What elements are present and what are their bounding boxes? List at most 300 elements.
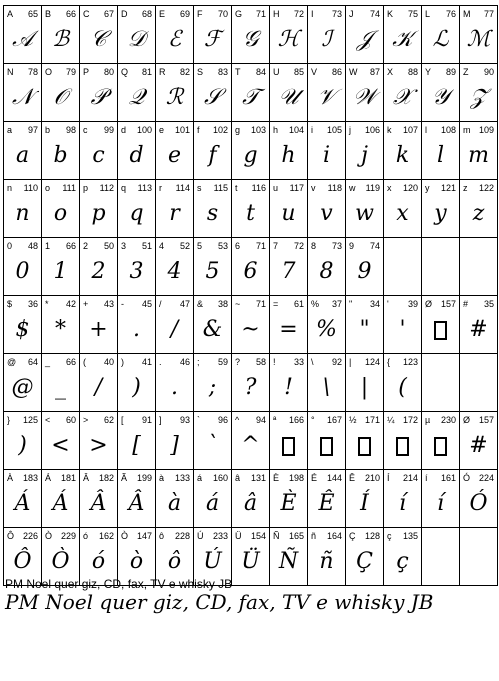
glyph-code-label: 117 [289, 183, 304, 193]
glyph-cell [118, 238, 156, 296]
glyph-cell [42, 180, 80, 238]
glyph-code-label: 111 [62, 183, 76, 193]
glyph-code-label: 60 [65, 415, 76, 425]
glyph-code-label: 101 [174, 125, 190, 135]
glyph-sample: 𝒬 [128, 85, 145, 110]
glyph-character-label: ~ [235, 299, 241, 309]
glyph-code-label: 79 [65, 67, 76, 77]
glyph-code-label: 40 [103, 357, 114, 367]
glyph-cell [80, 122, 118, 180]
glyph-character-label: H [273, 9, 280, 19]
glyph-sample: ℒ [432, 27, 449, 52]
glyph-sample: 9 [357, 259, 372, 284]
glyph-sample: ~ [241, 317, 260, 342]
glyph-cell [308, 122, 346, 180]
glyph-code-label: 214 [402, 473, 418, 483]
glyph-code-label: 103 [250, 125, 266, 135]
glyph-code-label: 58 [255, 357, 266, 367]
glyph-sample: ç [396, 549, 409, 574]
glyph-code-label: 135 [402, 531, 418, 541]
glyph-cell [42, 238, 80, 296]
glyph-sample: Â [128, 491, 145, 516]
glyph-code-label: 161 [440, 473, 456, 483]
glyph-sample: Á [52, 491, 69, 516]
glyph-sample: Ú [203, 549, 222, 574]
glyph-code-label: 109 [478, 125, 494, 135]
glyph-cell [346, 528, 384, 586]
glyph-sample: l [436, 143, 445, 168]
glyph-sample: 𝒲 [352, 85, 377, 110]
glyph-code-label: 80 [103, 67, 114, 77]
glyph-character-label: k [387, 125, 392, 135]
glyph-sample: í [398, 491, 407, 516]
glyph-cell [232, 296, 270, 354]
glyph-sample: 𝒪 [53, 85, 68, 110]
glyph-character-label: m [463, 125, 471, 135]
glyph-sample: ^ [241, 433, 260, 458]
glyph-character-label: 7 [273, 241, 279, 251]
glyph-character-label: À [7, 473, 14, 483]
glyph-code-label: 83 [217, 67, 228, 77]
glyph-character-label: / [159, 299, 162, 309]
glyph-sample: 3 [129, 259, 144, 284]
glyph-sample: d [129, 143, 144, 168]
glyph-sample: c [92, 143, 105, 168]
glyph-code-label: 66 [65, 241, 76, 251]
glyph-character-label: 5 [197, 241, 203, 251]
glyph-character-label: C [83, 9, 90, 19]
glyph-cell [460, 122, 498, 180]
glyph-sample: 𝒥 [356, 27, 373, 52]
glyph-character-label: Ú [197, 531, 204, 541]
glyph-sample: í [436, 491, 445, 516]
glyph-cell [118, 6, 156, 64]
glyph-character-label: N [7, 67, 14, 77]
glyph-cell [422, 528, 460, 586]
glyph-character-label: ) [121, 357, 124, 367]
glyph-sample: 𝒫 [90, 85, 107, 110]
glyph-code-label: 51 [141, 241, 152, 251]
glyph-code-label: 164 [326, 531, 342, 541]
glyph-character-label: [ [121, 415, 124, 425]
glyph-cell [194, 64, 232, 122]
glyph-sample: u [281, 201, 296, 226]
glyph-character-label: i [311, 125, 313, 135]
glyph-cell [384, 296, 422, 354]
glyph-cell [384, 354, 422, 412]
glyph-code-label: 61 [293, 299, 304, 309]
glyph-sample: Â [90, 491, 107, 516]
glyph-code-label: 118 [327, 183, 342, 193]
glyph-cell [4, 470, 42, 528]
glyph-sample: g [243, 143, 258, 168]
glyph-cell [270, 354, 308, 412]
glyph-cell [422, 122, 460, 180]
glyph-sample: 7 [281, 259, 296, 284]
glyph-character-label: v [311, 183, 316, 193]
glyph-sample: Ü [241, 549, 260, 574]
glyph-character-label: 8 [311, 241, 317, 251]
glyph-cell [384, 412, 422, 470]
glyph-character-label: 9 [349, 241, 355, 251]
glyph-character-label: ] [159, 415, 162, 425]
glyph-character-label: l [425, 125, 427, 135]
glyph-sample: ' [399, 317, 406, 342]
glyph-code-label: 52 [179, 241, 190, 251]
glyph-code-label: 183 [22, 473, 38, 483]
glyph-character-label: ^ [235, 415, 240, 425]
glyph-code-label: 59 [217, 357, 228, 367]
glyph-code-label: 42 [65, 299, 76, 309]
glyph-character-label: | [349, 357, 352, 367]
glyph-cell [194, 6, 232, 64]
glyph-character-label: µ [425, 415, 431, 425]
glyph-sample: ñ [319, 549, 334, 574]
glyph-cell [118, 354, 156, 412]
glyph-character-label: q [121, 183, 127, 193]
glyph-character-label: { [387, 357, 391, 367]
glyph-code-label: 46 [179, 357, 190, 367]
glyph-code-label: 102 [212, 125, 228, 135]
glyph-sample: ) [132, 375, 141, 400]
glyph-code-label: 35 [483, 299, 494, 309]
glyph-cell [118, 296, 156, 354]
glyph-character-label: O [45, 67, 53, 77]
glyph-sample: r [169, 201, 180, 226]
glyph-cell [4, 180, 42, 238]
glyph-cell [118, 180, 156, 238]
glyph-character-label: T [235, 67, 241, 77]
glyph-code-label: 144 [326, 473, 342, 483]
glyph-cell [384, 238, 422, 296]
glyph-sample: p [91, 201, 106, 226]
glyph-character-label: X [387, 67, 394, 77]
glyph-code-label: 230 [440, 415, 456, 425]
glyph-sample: 𝒰 [278, 85, 299, 110]
glyph-sample: k [395, 143, 410, 168]
glyph-sample: 𝒱 [317, 85, 336, 110]
glyph-code-label: 172 [402, 415, 418, 425]
glyph-sample: Ô [13, 549, 32, 574]
glyph-cell [346, 354, 384, 412]
glyph-character-label: 2 [83, 241, 89, 251]
glyph-sample: 𝒜 [12, 27, 33, 52]
glyph-sample: i [322, 143, 331, 168]
glyph-character-label: ½ [349, 415, 357, 425]
glyph-sample: ℱ [203, 27, 222, 52]
glyph-sample: 8 [319, 259, 334, 284]
glyph-sample: ] [170, 433, 179, 458]
glyph-character-label: f [197, 125, 200, 135]
glyph-character-label: á [197, 473, 203, 483]
glyph-code-label: 160 [212, 473, 228, 483]
glyph-character-label: I [311, 9, 314, 19]
glyph-code-label: 66 [65, 357, 76, 367]
glyph-code-label: 166 [288, 415, 304, 425]
glyph-sample: < [51, 433, 70, 458]
glyph-character-label: E [159, 9, 166, 19]
glyph-sample: / [170, 317, 179, 342]
glyph-character-label: e [159, 125, 165, 135]
glyph-character-label: Á [45, 473, 52, 483]
glyph-cell [232, 122, 270, 180]
glyph-character-label: à [159, 473, 165, 483]
glyph-character-label: Ê [349, 473, 356, 483]
glyph-sample: ℬ [51, 27, 70, 52]
glyph-character-label: ? [235, 357, 241, 367]
glyph-character-label: A [7, 9, 14, 19]
glyph-code-label: 72 [293, 241, 304, 251]
glyph-code-label: 165 [288, 531, 304, 541]
glyph-code-label: 167 [326, 415, 342, 425]
glyph-cell [194, 122, 232, 180]
glyph-character-label: c [83, 125, 88, 135]
glyph-cell [194, 296, 232, 354]
glyph-cell [42, 354, 80, 412]
glyph-sample: Ñ [278, 549, 299, 574]
glyph-cell [346, 412, 384, 470]
glyph-cell [4, 122, 42, 180]
glyph-character-label: Ò [45, 531, 53, 541]
glyph-code-label: 47 [179, 299, 190, 309]
glyph-sample [346, 429, 383, 463]
glyph-character-label: ! [273, 357, 276, 367]
glyph-cell [346, 296, 384, 354]
glyph-cell [270, 470, 308, 528]
glyph-code-label: 115 [213, 183, 228, 193]
glyph-sample: Ç [356, 549, 373, 574]
glyph-character-label: L [425, 9, 431, 19]
glyph-cell [232, 412, 270, 470]
glyph-cell [194, 180, 232, 238]
glyph-code-label: 81 [141, 67, 152, 77]
glyph-cell [232, 528, 270, 586]
glyph-character-label: h [273, 125, 279, 135]
glyph-sample: ! [284, 375, 293, 400]
glyph-cell [270, 412, 308, 470]
glyph-cell [460, 528, 498, 586]
glyph-sample: ℐ [321, 27, 332, 52]
glyph-sample [422, 313, 459, 347]
glyph-code-label: 64 [27, 357, 38, 367]
glyph-cell [460, 180, 498, 238]
glyph-character-label: Ç [349, 531, 356, 541]
glyph-code-label: 53 [217, 241, 228, 251]
glyph-character-label: ' [387, 299, 389, 309]
glyph-code-label: 45 [141, 299, 152, 309]
glyph-sample [384, 429, 421, 463]
glyph-cell [42, 6, 80, 64]
glyph-code-label: 65 [27, 9, 38, 19]
glyph-code-label: 226 [22, 531, 38, 541]
glyph-character-label: ; [197, 357, 200, 367]
glyph-cell [80, 470, 118, 528]
glyph-sample: 𝒩 [11, 85, 34, 110]
glyph-sample: 𝒵 [470, 85, 487, 110]
glyph-sample: Ò [51, 549, 70, 574]
glyph-sample: ó [91, 549, 106, 574]
glyph-character-label: s [197, 183, 202, 193]
glyph-cell [80, 296, 118, 354]
glyph-sample: e [167, 143, 182, 168]
glyph-character-label: } [7, 415, 11, 425]
glyph-character-label: Ô [7, 531, 15, 541]
glyph-sample: 0 [15, 259, 30, 284]
glyph-sample: Ê [318, 491, 335, 516]
glyph-sample: q [129, 201, 144, 226]
glyph-character-label: K [387, 9, 394, 19]
glyph-cell [422, 6, 460, 64]
glyph-sample: o [53, 201, 68, 226]
glyph-sample: f [208, 143, 217, 168]
glyph-character-label: F [197, 9, 203, 19]
glyph-sample: 𝒦 [392, 27, 413, 52]
glyph-sample: 𝒞 [90, 27, 107, 52]
glyph-cell [156, 180, 194, 238]
glyph-code-label: 224 [478, 473, 494, 483]
glyph-cell [118, 412, 156, 470]
glyph-character-label: - [121, 299, 124, 309]
glyph-code-label: 105 [326, 125, 342, 135]
glyph-code-label: 48 [27, 241, 38, 251]
glyph-code-label: 198 [288, 473, 304, 483]
glyph-cell [384, 6, 422, 64]
glyph-cell [4, 412, 42, 470]
glyph-cell [80, 412, 118, 470]
glyph-character-label: \ [311, 357, 314, 367]
glyph-cell [232, 470, 270, 528]
glyph-code-label: 41 [141, 357, 152, 367]
glyph-character-label: # [463, 299, 469, 309]
glyph-code-label: 116 [251, 183, 266, 193]
glyph-cell [346, 180, 384, 238]
glyph-cell [42, 296, 80, 354]
glyph-code-label: 108 [440, 125, 456, 135]
glyph-code-label: 98 [65, 125, 76, 135]
glyph-sample: z [472, 201, 485, 226]
glyph-code-label: 76 [445, 9, 456, 19]
glyph-code-label: 112 [99, 183, 114, 193]
glyph-cell [80, 64, 118, 122]
glyph-cell [460, 470, 498, 528]
glyph-sample: s [206, 201, 219, 226]
glyph-character-label: r [159, 183, 162, 193]
glyph-sample: 𝒳 [393, 85, 412, 110]
glyph-character-label: + [83, 299, 89, 309]
glyph-character-label: y [425, 183, 430, 193]
glyph-cell [460, 296, 498, 354]
glyph-character-label: < [45, 415, 51, 425]
glyph-character-label: a [7, 125, 13, 135]
glyph-code-label: 85 [293, 67, 304, 77]
glyph-character-label: S [197, 67, 204, 77]
glyph-sample: = [279, 317, 298, 342]
glyph-character-label: Ã [121, 473, 128, 483]
glyph-cell [156, 354, 194, 412]
glyph-character-label: ª [273, 415, 277, 425]
glyph-sample: w [355, 201, 374, 226]
glyph-cell [80, 6, 118, 64]
glyph-character-label: g [235, 125, 241, 135]
glyph-cell [460, 6, 498, 64]
glyph-code-label: 71 [255, 9, 266, 19]
glyph-code-label: 71 [255, 299, 266, 309]
glyph-character-label: " [349, 299, 353, 309]
glyph-cell [156, 122, 194, 180]
glyph-cell [232, 6, 270, 64]
glyph-code-label: 131 [250, 473, 266, 483]
glyph-cell [4, 296, 42, 354]
glyph-character-label: ç [387, 531, 392, 541]
glyph-code-label: 233 [212, 531, 228, 541]
glyph-sample: m [468, 143, 489, 168]
glyph-sample: á [205, 491, 220, 516]
glyph-character-label: J [349, 9, 354, 19]
glyph-character-label: b [45, 125, 51, 135]
glyph-cell [384, 470, 422, 528]
glyph-code-label: 154 [250, 531, 266, 541]
glyph-code-label: 110 [23, 183, 38, 193]
glyph-character-label: í [425, 473, 428, 483]
glyph-code-label: 128 [364, 531, 380, 541]
glyph-cell [384, 528, 422, 586]
glyph-character-label: Ó [463, 473, 471, 483]
glyph-cell [308, 180, 346, 238]
glyph-code-label: 84 [255, 67, 266, 77]
glyph-cell [80, 180, 118, 238]
glyph-character-label: Í [387, 473, 390, 483]
glyph-code-label: 124 [364, 357, 380, 367]
glyph-code-label: 50 [103, 241, 114, 251]
glyph-cell [80, 238, 118, 296]
glyph-code-label: 199 [136, 473, 152, 483]
glyph-sample: * [55, 317, 66, 342]
glyph-cell [270, 180, 308, 238]
glyph-code-label: 68 [141, 9, 152, 19]
glyph-sample: 𝒢 [242, 27, 259, 52]
glyph-sample: _ [55, 375, 66, 400]
glyph-code-label: 113 [137, 183, 152, 193]
glyph-sample: & [202, 317, 223, 342]
glyph-code-label: 157 [440, 299, 456, 309]
glyph-cell [270, 528, 308, 586]
glyph-cell [460, 354, 498, 412]
glyph-cell [156, 64, 194, 122]
glyph-code-label: 133 [174, 473, 190, 483]
glyph-code-label: 125 [22, 415, 38, 425]
glyph-code-label: 74 [369, 9, 380, 19]
glyph-cell [460, 64, 498, 122]
glyph-sample: 5 [205, 259, 220, 284]
glyph-cell [156, 6, 194, 64]
glyph-character-label: w [349, 183, 356, 193]
glyph-cell [270, 238, 308, 296]
glyph-code-label: 33 [293, 357, 304, 367]
glyph-sample: ( [398, 375, 407, 400]
glyph-character-label: & [197, 299, 204, 309]
glyph-character-label: Z [463, 67, 469, 77]
glyph-sample: ` [207, 433, 218, 458]
glyph-code-label: 210 [364, 473, 380, 483]
glyph-code-label: 120 [402, 183, 418, 193]
glyph-sample: ô [167, 549, 182, 574]
glyph-cell [194, 470, 232, 528]
glyph-code-label: 107 [402, 125, 418, 135]
glyph-character-label: @ [7, 357, 17, 367]
glyph-character-label: É [311, 473, 318, 483]
glyph-sample: 1 [53, 259, 68, 284]
glyph-sample: 6 [243, 259, 258, 284]
